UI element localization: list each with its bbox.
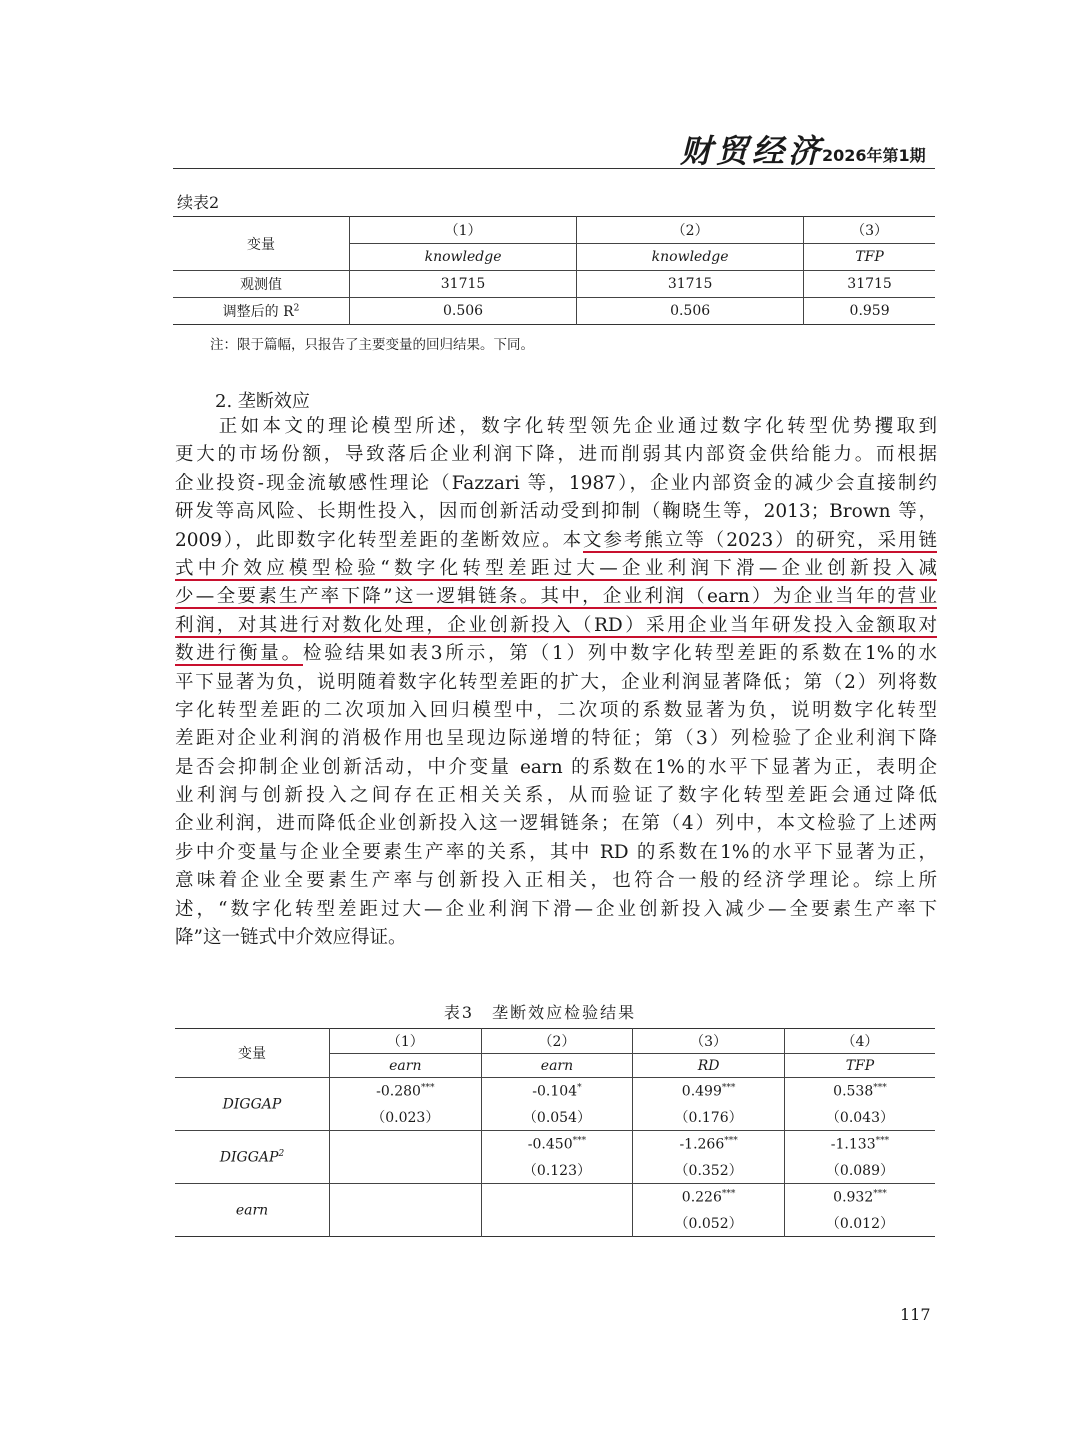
se-cell: [481, 1210, 633, 1237]
se-cell: （0.089）: [784, 1157, 935, 1184]
se-cell: （0.352）: [633, 1157, 785, 1184]
row-label: DIGGAP: [175, 1078, 330, 1131]
paragraph-line: [175, 555, 937, 583]
paragraph-line: [175, 782, 937, 810]
col-num: （1）: [330, 1029, 482, 1054]
table-3: [175, 1028, 935, 1237]
coef-cell: 0.538***: [833, 1082, 887, 1100]
col-num: （3）: [804, 217, 935, 244]
row-label: DIGGAP$^2$: [175, 1131, 330, 1184]
coef-cell: -0.104*: [481, 1078, 633, 1105]
table-2-continued: [173, 216, 935, 325]
coef-cell: [330, 1131, 482, 1158]
coef-cell: -1.266***: [633, 1131, 785, 1158]
coef-cell: 0.932***: [833, 1188, 887, 1206]
table-3-title: 表3 垄断效应检验结果: [443, 1003, 637, 1022]
line-text: 研发等高风险、长期性投入，因而创新活动受到抑制（鞠晓生等，2013；Brown 等，: [175, 501, 937, 523]
row-label: earn: [175, 1184, 330, 1237]
page-number: 117: [900, 1305, 931, 1324]
paragraph-line: [175, 839, 937, 867]
line-text: 检验结果如表3所示，第（1）列中数字化转型差距的系数在1%的水: [302, 643, 937, 665]
line-text: 是否会抑制企业创新活动，中介变量 earn 的系数在1%的水平下显著为正，表明企: [175, 756, 937, 778]
se-cell: [330, 1210, 482, 1237]
paragraph-line: [175, 612, 937, 640]
header-rule: [173, 168, 935, 169]
cell: 0.506: [577, 298, 804, 325]
paragraph-line: [175, 697, 937, 725]
col-dep-var: knowledge: [577, 244, 804, 271]
line-text: 降”这一链式中介效应得证。: [175, 927, 407, 949]
row-label: 调整后的 $R^2$: [173, 298, 350, 325]
se-cell: （0.012）: [825, 1216, 894, 1232]
table-continued-label: 续表2: [177, 193, 220, 212]
line-text: 字化转型差距的二次项加入回归模型中，二次项的系数显著为负，说明数字化转型: [175, 699, 937, 721]
se-cell: （0.043）: [784, 1104, 935, 1131]
col-dep-var: TFP: [784, 1054, 935, 1078]
row-label: 观测值: [173, 271, 350, 298]
paragraph-line: [175, 924, 937, 952]
line-text: 平下显著为负，说明随着数字化转型差距的扩大，企业利润显著降低；第（2）列将数: [175, 671, 937, 693]
table-note: 注：限于篇幅，只报告了主要变量的回归结果。下同。: [210, 337, 534, 353]
paragraph-line: [175, 441, 937, 469]
coef-cell: -1.133***: [830, 1135, 890, 1153]
coef-cell: [481, 1184, 633, 1211]
col-num: （1）: [350, 217, 577, 244]
section-heading: 2. 垄断效应: [215, 391, 310, 412]
se-cell: （0.176）: [633, 1104, 785, 1131]
paragraph-line: [175, 896, 937, 924]
underlined-text: 数进行衡量。: [175, 643, 303, 665]
col-dep-var: earn: [330, 1054, 482, 1078]
coef-cell: -0.280***: [330, 1078, 482, 1105]
table-row: [173, 271, 935, 298]
cell: 0.506: [350, 298, 577, 325]
coef-cell: 0.499***: [633, 1078, 785, 1105]
se-cell: （0.054）: [481, 1104, 633, 1131]
se-cell: [330, 1157, 482, 1184]
underlined-text: 文参考熊立等（2023）的研究，采用链: [583, 529, 937, 551]
col-dep-var: earn: [481, 1054, 633, 1078]
paragraph-line: [175, 470, 937, 498]
col-dep-var: TFP: [804, 244, 935, 271]
line-text: 正如本文的理论模型所述，数字化转型领先企业通过数字化转型优势攫取到: [175, 416, 937, 437]
line-text: 步中介变量与企业全要素生产率的关系，其中 RD 的系数在1%的水平下显著为正，: [175, 841, 937, 863]
issue-label: 2026年第1期: [822, 146, 926, 165]
paragraph-line: [175, 413, 937, 441]
body-paragraph: [175, 413, 937, 952]
se-cell: （0.023）: [330, 1104, 482, 1131]
line-text: 业利润与创新投入之间存在正相关关系，从而验证了数字化转型差距会通过降低: [175, 785, 937, 807]
paragraph-line: [175, 669, 937, 697]
paragraph-line: [175, 754, 937, 782]
col-num: （3）: [633, 1029, 785, 1054]
underlined-text: 少—全要素生产率下降”这一逻辑链条。其中，企业利润（earn）为企业当年的营业: [175, 586, 937, 608]
coef-cell: 0.226***: [633, 1184, 785, 1211]
paragraph-line: [175, 810, 937, 838]
table-row: [173, 298, 935, 325]
col-num: （4）: [784, 1029, 935, 1054]
line-text: 差距对企业利润的消极作用也呈现边际递增的特征；第（3）列检验了企业利润下降: [175, 728, 937, 750]
var-header: 变量: [175, 1029, 330, 1078]
se-cell: （0.123）: [481, 1157, 633, 1184]
cell: 31715: [577, 271, 804, 298]
col-num: （2）: [577, 217, 804, 244]
col-dep-var: knowledge: [350, 244, 577, 271]
col-num: （2）: [481, 1029, 633, 1054]
line-text: 2009），此即数字化转型差距的垄断效应。本: [175, 529, 584, 551]
paragraph-line: [175, 583, 937, 611]
line-text: 意味着企业全要素生产率与创新投入正相关，也符合一般的经济学理论。综上所: [175, 870, 937, 892]
paragraph-line: [175, 725, 937, 753]
coef-cell: [330, 1184, 482, 1211]
paragraph-line: [175, 498, 937, 526]
col-dep-var: RD: [633, 1054, 785, 1078]
paragraph-line: [175, 867, 937, 895]
line-text: 企业投资-现金流敏感性理论（Fazzari 等，1987），企业内部资金的减少会直接制约: [175, 472, 937, 494]
var-header: 变量: [173, 217, 350, 271]
line-text: 述，“数字化转型差距过大—企业利润下滑—企业创新投入减少—全要素生产率下: [175, 898, 937, 920]
cell: 0.959: [849, 303, 890, 319]
line-text: 更大的市场份额，导致落后企业利润下降，进而削弱其内部资金供给能力。而根据: [175, 444, 937, 466]
coef-cell: -0.450***: [481, 1131, 633, 1158]
cell: 31715: [804, 271, 935, 298]
cell: 31715: [350, 271, 577, 298]
line-text: 企业利润，进而降低企业创新投入这一逻辑链条；在第（4）列中，本文检验了上述两: [175, 813, 937, 835]
se-cell: （0.052）: [633, 1210, 785, 1237]
underlined-text: 式中介效应模型检验“数字化转型差距过大—企业利润下滑—企业创新投入减: [175, 557, 937, 579]
paragraph-line: [175, 527, 937, 555]
paragraph-line: [175, 640, 937, 668]
journal-name: 财贸经济: [680, 132, 825, 170]
underlined-text: 利润，对其进行对数化处理，企业创新投入（RD）采用企业当年研发投入金额取对: [175, 614, 937, 636]
